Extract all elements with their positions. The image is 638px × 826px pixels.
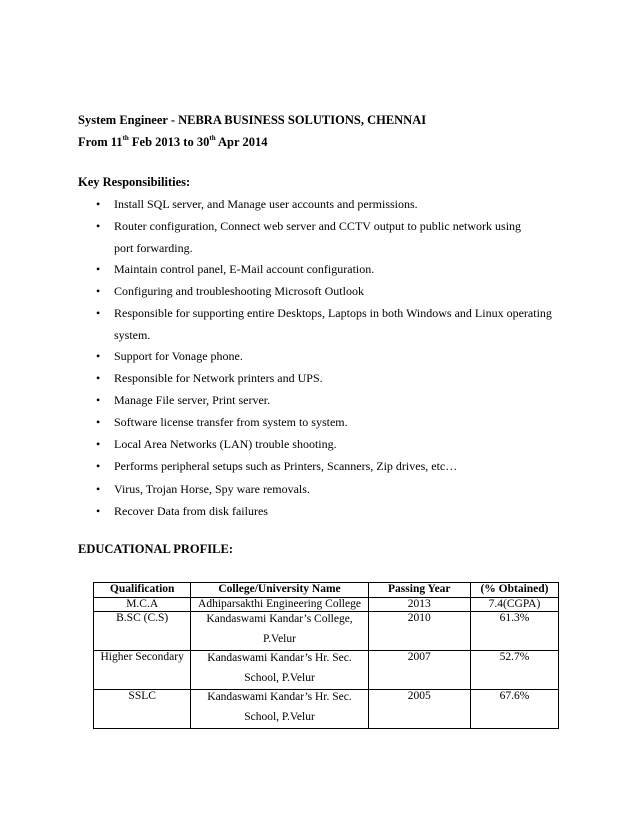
dates-prefix: From 11 bbox=[78, 135, 123, 149]
list-item bbox=[96, 302, 556, 346]
list-item bbox=[96, 345, 556, 367]
bullet-icon: • bbox=[96, 219, 101, 233]
bullet-icon: • bbox=[96, 349, 101, 363]
bullet-icon: • bbox=[96, 415, 101, 429]
list-item-text: Support for Vonage phone. bbox=[114, 349, 243, 363]
cell-college bbox=[191, 651, 368, 690]
list-item-text: Local Area Networks (LAN) trouble shooting. bbox=[114, 437, 337, 451]
list-item bbox=[96, 455, 556, 477]
list-item-text: Configuring and troubleshooting Microsoft Outlook bbox=[114, 284, 364, 298]
cell-college: Adhiparsakthi Engineering College bbox=[191, 598, 368, 612]
list-item-text: Software license transfer from system to system. bbox=[114, 415, 348, 429]
bullet-icon: • bbox=[96, 284, 101, 298]
job-title: System Engineer - NEBRA BUSINESS SOLUTIONS, CHENNAI bbox=[78, 113, 427, 127]
list-item-text: Recover Data from disk failures bbox=[114, 504, 268, 518]
dates-mid: Feb 2013 to 30 bbox=[128, 135, 210, 149]
cell-year: 2005 bbox=[368, 690, 470, 729]
cell-year: 2013 bbox=[368, 598, 470, 612]
bullet-icon: • bbox=[96, 393, 101, 407]
list-item bbox=[96, 367, 556, 389]
list-item-text: Manage File server, Print server. bbox=[114, 393, 271, 407]
column-header-passing-year: Passing Year bbox=[368, 583, 470, 598]
column-header-qualification: Qualification bbox=[94, 583, 191, 598]
list-item bbox=[96, 258, 556, 280]
bullet-icon: • bbox=[96, 371, 101, 385]
cell-year: 2010 bbox=[368, 612, 470, 651]
education-heading: EDUCATIONAL PROFILE: bbox=[78, 542, 233, 556]
dates-sup-end: th bbox=[209, 134, 216, 142]
cell-college bbox=[191, 612, 368, 651]
list-item bbox=[96, 433, 556, 455]
cell-score: 61.3% bbox=[470, 612, 558, 651]
table-row bbox=[94, 690, 559, 729]
cell-college-line2: P.Velur bbox=[263, 633, 296, 645]
bullet-icon: • bbox=[96, 504, 101, 518]
dates-sup-start: th bbox=[122, 134, 129, 142]
cell-year: 2007 bbox=[368, 651, 470, 690]
column-header-percent-obtained: (% Obtained) bbox=[470, 583, 558, 598]
job-dates bbox=[78, 135, 267, 150]
list-item bbox=[96, 411, 556, 433]
cell-score: 67.6% bbox=[470, 690, 558, 729]
cell-college-line2: School, P.Velur bbox=[244, 672, 315, 684]
cell-qualification: SSLC bbox=[94, 690, 191, 729]
list-item-text: Router configuration, Connect web server and CCTV output to public network using bbox=[114, 219, 522, 233]
bullet-icon: • bbox=[96, 482, 101, 496]
dates-suffix: Apr 2014 bbox=[215, 135, 268, 149]
list-item bbox=[96, 478, 556, 500]
cell-qualification: M.C.A bbox=[94, 598, 191, 612]
cell-college-line1: Kandaswami Kandar’s College, bbox=[206, 613, 353, 625]
list-item bbox=[96, 389, 556, 411]
bullet-icon: • bbox=[96, 262, 101, 276]
list-item-text: Performs peripheral setups such as Printers, Scanners, Zip drives, etc… bbox=[114, 459, 458, 473]
cell-college-line2: School, P.Velur bbox=[244, 711, 315, 723]
bullet-icon: • bbox=[96, 437, 101, 451]
list-item bbox=[96, 280, 556, 302]
cell-score: 7.4(CGPA) bbox=[470, 598, 558, 612]
bullet-icon: • bbox=[96, 459, 101, 473]
list-item-text: Responsible for supporting entire Desktops, Laptops in both Windows and Linux operating bbox=[114, 306, 552, 320]
table-row bbox=[94, 612, 559, 651]
list-item-text: Maintain control panel, E-Mail account configuration. bbox=[114, 262, 375, 276]
bullet-icon: • bbox=[96, 197, 101, 211]
cell-qualification: Higher Secondary bbox=[94, 651, 191, 690]
cell-college-line1: Kandaswami Kandar’s Hr. Sec. bbox=[207, 691, 352, 703]
cell-qualification: B.SC (C.S) bbox=[94, 612, 191, 651]
list-item bbox=[96, 500, 556, 522]
list-item bbox=[96, 193, 556, 215]
list-item-text: Virus, Trojan Horse, Spy ware removals. bbox=[114, 482, 310, 496]
cell-college-line1: Kandaswami Kandar’s Hr. Sec. bbox=[207, 652, 352, 664]
responsibilities-heading: Key Responsibilities: bbox=[78, 175, 191, 189]
column-header-college: College/University Name bbox=[191, 583, 368, 598]
list-item-text: Responsible for Network printers and UPS. bbox=[114, 371, 323, 385]
cell-score: 52.7% bbox=[470, 651, 558, 690]
cell-college bbox=[191, 690, 368, 729]
table-header-row bbox=[94, 583, 559, 598]
bullet-icon: • bbox=[96, 306, 101, 320]
education-table bbox=[93, 582, 559, 729]
list-item-text-continued: port forwarding. bbox=[114, 241, 193, 255]
list-item-text: Install SQL server, and Manage user accounts and permissions. bbox=[114, 197, 418, 211]
list-item bbox=[96, 215, 556, 259]
table-row bbox=[94, 651, 559, 690]
table-row bbox=[94, 598, 559, 612]
list-item-text-continued: system. bbox=[114, 328, 151, 342]
